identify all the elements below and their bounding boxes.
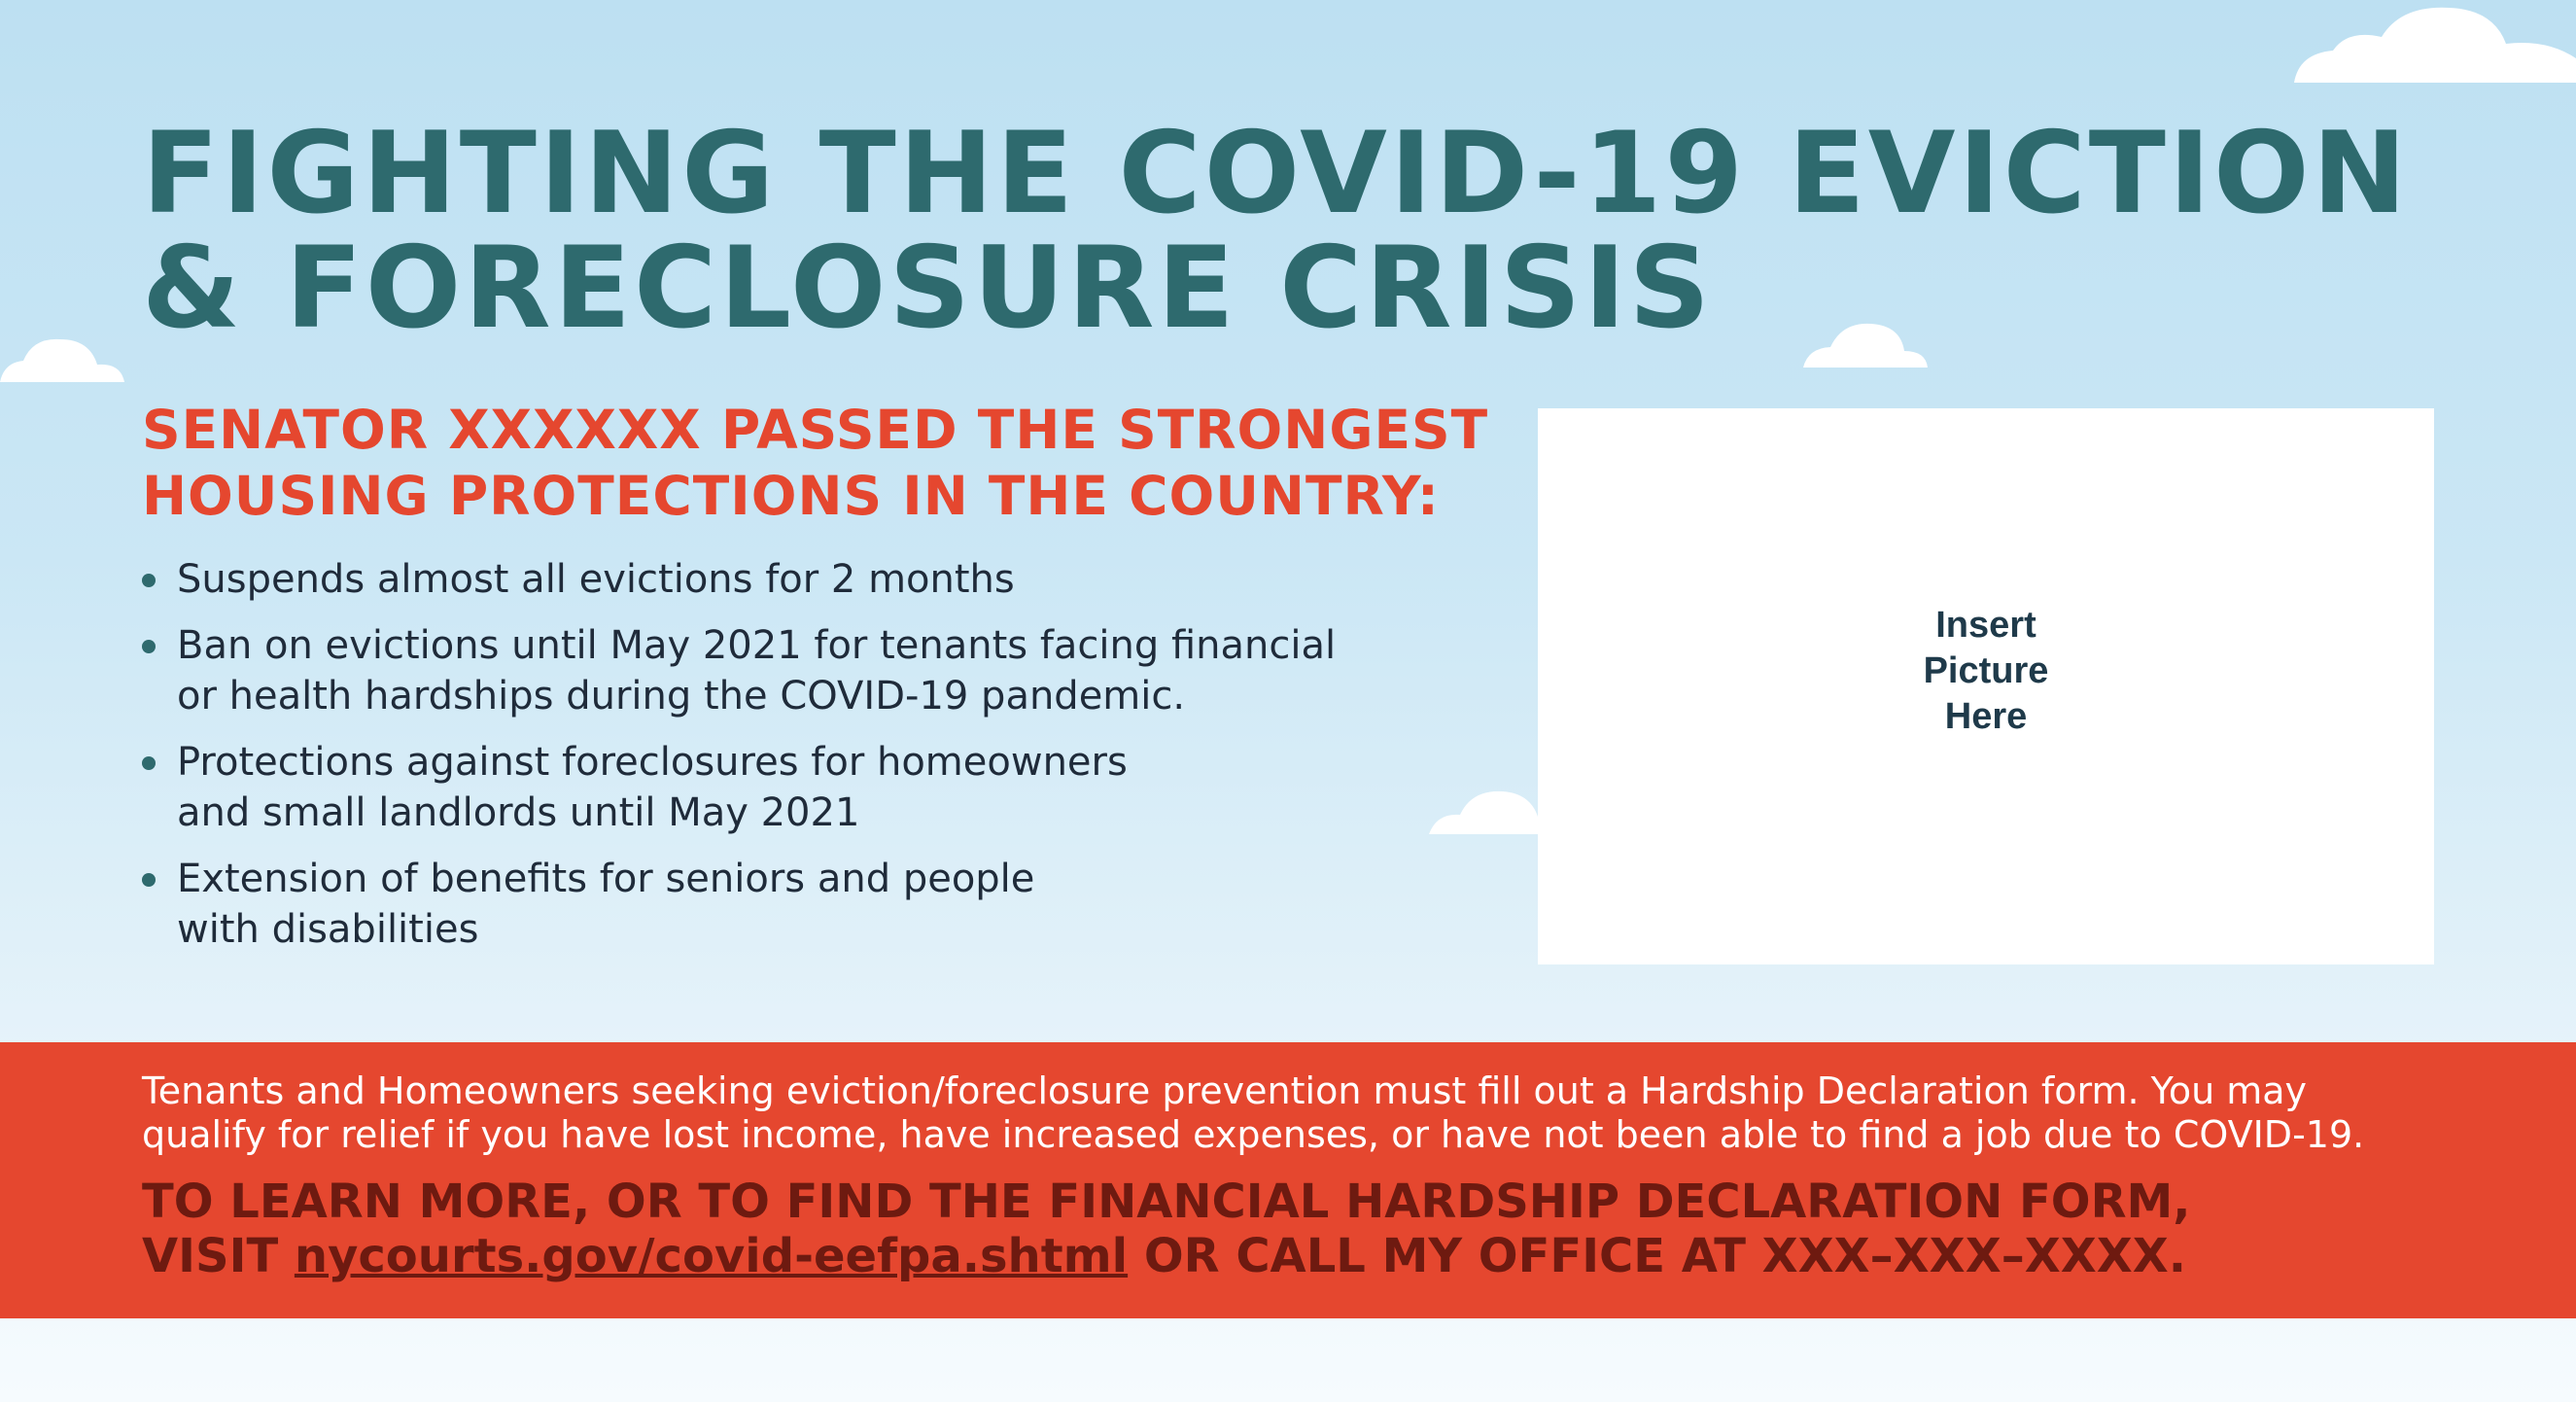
protections-list: [142, 554, 1336, 970]
hardship-notice: [142, 1069, 2364, 1157]
page-title: [142, 108, 2410, 354]
list-item-text-continued: with disabilities: [177, 907, 479, 952]
cta-line-2: [142, 1229, 2191, 1283]
bullet-dot-icon: [142, 873, 156, 887]
list-item-text: Protections against foreclosures for homeowners: [177, 740, 1128, 785]
picture-label-line-1: Insert: [1935, 605, 2036, 646]
cta-visit-text: VISIT: [142, 1229, 295, 1283]
cloud-left-icon: [0, 326, 126, 384]
cta-call-text: OR CALL MY OFFICE AT XXX–XXX–XXXX.: [1128, 1229, 2186, 1283]
title-line-2: & FORECLOSURE CRISIS: [142, 223, 1714, 354]
cta-line-1: TO LEARN MORE, OR TO FIND THE FINANCIAL HARDSHIP DECLARATION FORM,: [142, 1174, 2191, 1229]
covid-eefpa-link[interactable]: nycourts.gov/covid-eefpa.shtml: [294, 1229, 1129, 1283]
list-item-text: Ban on evictions until May 2021 for tenants facing financial: [177, 623, 1337, 668]
list-item: [142, 554, 1336, 605]
bullet-dot-icon: [142, 574, 156, 587]
list-item: [142, 620, 1336, 721]
picture-label-line-3: Here: [1944, 696, 2028, 737]
cloud-top-right-icon: [2294, 0, 2576, 88]
subtitle-line-1: SENATOR XXXXXX PASSED THE STRONGEST: [142, 399, 1489, 461]
bullet-dot-icon: [142, 640, 156, 653]
notice-line-2: qualify for relief if you have lost income, have increased expenses, or have not been able to find a job due to COVID-19.: [142, 1113, 2365, 1156]
notice-line-1: Tenants and Homeowners seeking eviction/foreclosure prevention must fill out a Hardship Declaration form. You may: [142, 1069, 2308, 1112]
cloud-picture-left-icon: [1429, 778, 1546, 836]
list-item-text-continued: or health hardships during the COVID-19 pandemic.: [177, 674, 1186, 719]
list-item-text-continued: and small landlords until May 2021: [177, 790, 860, 835]
picture-label-line-2: Picture: [1923, 650, 2049, 691]
title-line-1: FIGHTING THE COVID-19 EVICTION: [142, 108, 2410, 239]
picture-placeholder-label: [1538, 603, 2434, 740]
subtitle-line-2: HOUSING PROTECTIONS IN THE COUNTRY:: [142, 465, 1440, 527]
list-item: [142, 854, 1336, 955]
picture-placeholder: [1538, 408, 2434, 964]
list-item-text: Suspends almost all evictions for 2 months: [177, 557, 1015, 602]
bullet-dot-icon: [142, 756, 156, 770]
call-to-action: [142, 1174, 2191, 1283]
list-item-text: Extension of benefits for seniors and people: [177, 857, 1035, 901]
subtitle: [142, 397, 1488, 529]
list-item: [142, 737, 1336, 838]
